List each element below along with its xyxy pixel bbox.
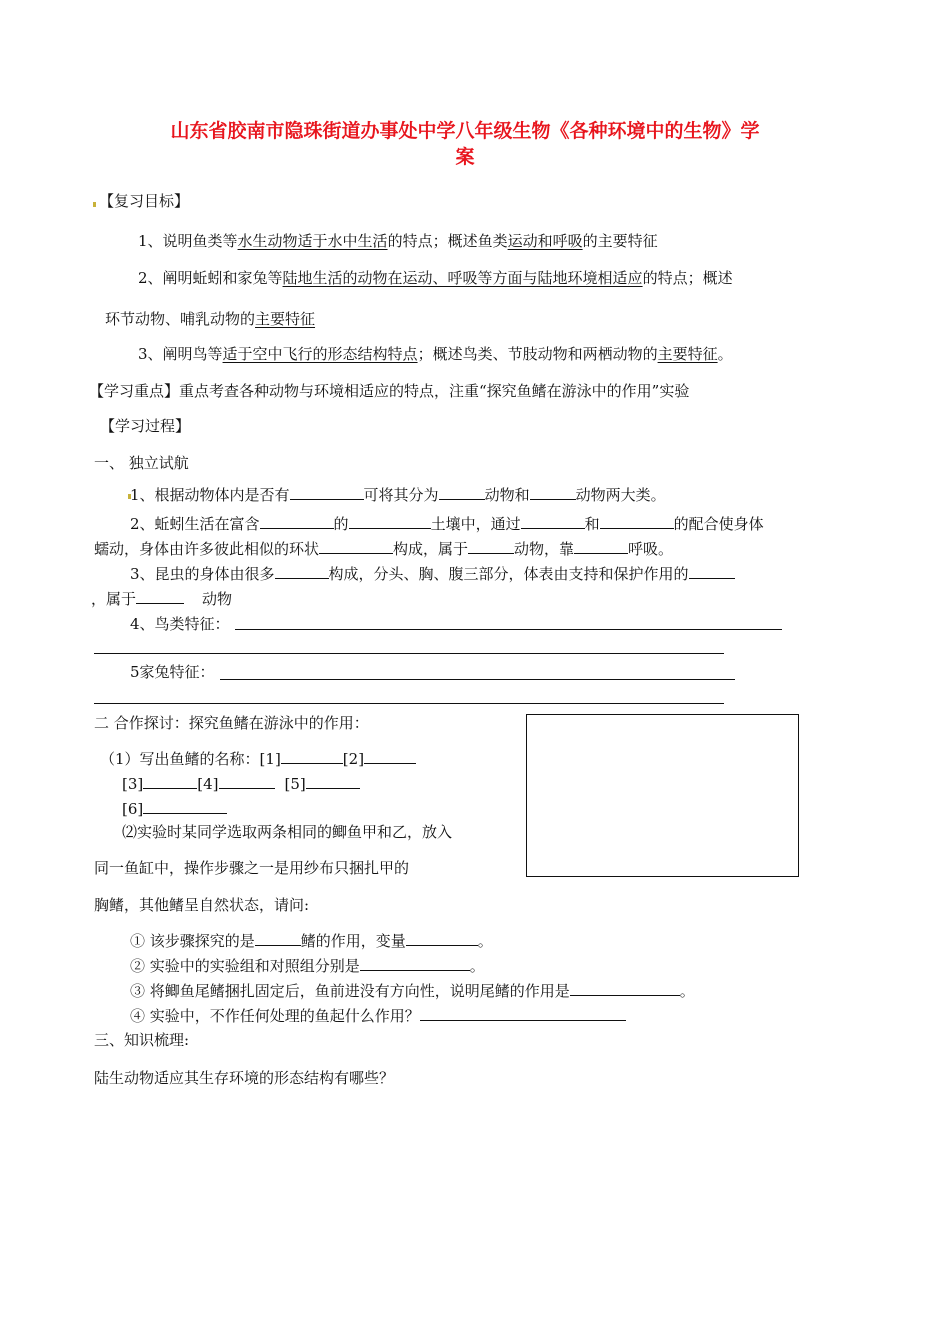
goal-2: 2、阐明蚯蚓和家兔等陆地生活的动物在运动、呼吸等方面与陆地环境相适应的特点；概述 bbox=[138, 269, 733, 287]
goal-2-continued: 环节动物、哺乳动物的主要特征 bbox=[105, 310, 316, 328]
question-4: 4、鸟类特征： bbox=[130, 615, 230, 633]
experiment-text-3: 胸鳍，其他鳍呈自然状态，请问: bbox=[94, 896, 310, 914]
sub-question-1: ① 该步骤探究的是 鳍的作用，变量 。 bbox=[130, 932, 493, 950]
question-1: 1、根据动物体内是否有 可将其分为 动物和 动物两大类。 bbox=[130, 486, 666, 504]
section-3-question: 陆生动物适应其生存环境的形态结构有哪些？ bbox=[94, 1069, 395, 1087]
fin-names-line-1: （1）写出鱼鳍的名称：[1] [2] bbox=[100, 748, 416, 769]
sub-question-3: ③ 将鲫鱼尾鳍捆扎固定后，鱼前进没有方向性，说明尾鳍的作用是 。 bbox=[130, 982, 695, 1000]
fish-fin-figure-box bbox=[526, 714, 799, 877]
question-2-continued: 蠕动，身体由许多彼此相似的环状 构成，属于 动物，靠 呼吸。 bbox=[94, 540, 674, 558]
process-heading: 【学习过程】 bbox=[100, 417, 191, 435]
page-title-continuation: 案 bbox=[455, 146, 475, 168]
goal-1: 1、说明鱼类等水生动物适于水中生活的特点；概述鱼类运动和呼吸的主要特征 bbox=[138, 232, 658, 250]
question-2: 2、蚯蚓生活在富含 的 土壤中，通过 和 的配合使身体 bbox=[130, 515, 764, 533]
question-5: 5家兔特征： bbox=[130, 663, 215, 681]
question-3-continued: ，属于 动物 bbox=[91, 590, 233, 608]
sub-question-2: ② 实验中的实验组和对照组分别是 。 bbox=[130, 957, 485, 975]
fin-names-line-3: [6] bbox=[122, 798, 227, 819]
section-2-heading: 二 合作探讨：探究鱼鳍在游泳中的作用： bbox=[94, 714, 369, 732]
answer-line bbox=[220, 679, 735, 680]
experiment-text-2: 同一鱼缸中，操作步骤之一是用纱布只捆扎甲的 bbox=[94, 859, 410, 877]
fin-names-line-2: [3] [4] [5] bbox=[122, 773, 360, 794]
review-heading: 【复习目标】 bbox=[99, 192, 190, 210]
sub-question-4: ④ 实验中，不作任何处理的鱼起什么作用？ bbox=[130, 1005, 626, 1026]
answer-line bbox=[235, 629, 782, 630]
answer-line bbox=[94, 703, 724, 704]
answer-line bbox=[94, 653, 724, 654]
question-3: 3、昆虫的身体由很多 构成，分头、胸、腹三部分，体表由支持和保护作用的 bbox=[130, 563, 735, 584]
key-points: 【学习重点】重点考查各种动物与环境相适应的特点，注重“探究鱼鳍在游泳中的作用”实验 bbox=[89, 382, 690, 400]
page-title: 山东省胶南市隐珠街道办事处中学八年级生物《各种环境中的生物》学 bbox=[170, 120, 760, 142]
section-3-heading: 三、知识梳理: bbox=[94, 1031, 190, 1049]
scan-mark bbox=[93, 202, 96, 207]
goal-3: 3、阐明鸟等适于空中飞行的形态结构特点；概述鸟类、节肢动物和两栖动物的主要特征。 bbox=[138, 345, 733, 363]
section-1-heading: 一、 独立试航 bbox=[94, 454, 189, 472]
experiment-text-1: ⑵实验时某同学选取两条相同的鲫鱼甲和乙，放入 bbox=[122, 823, 453, 841]
